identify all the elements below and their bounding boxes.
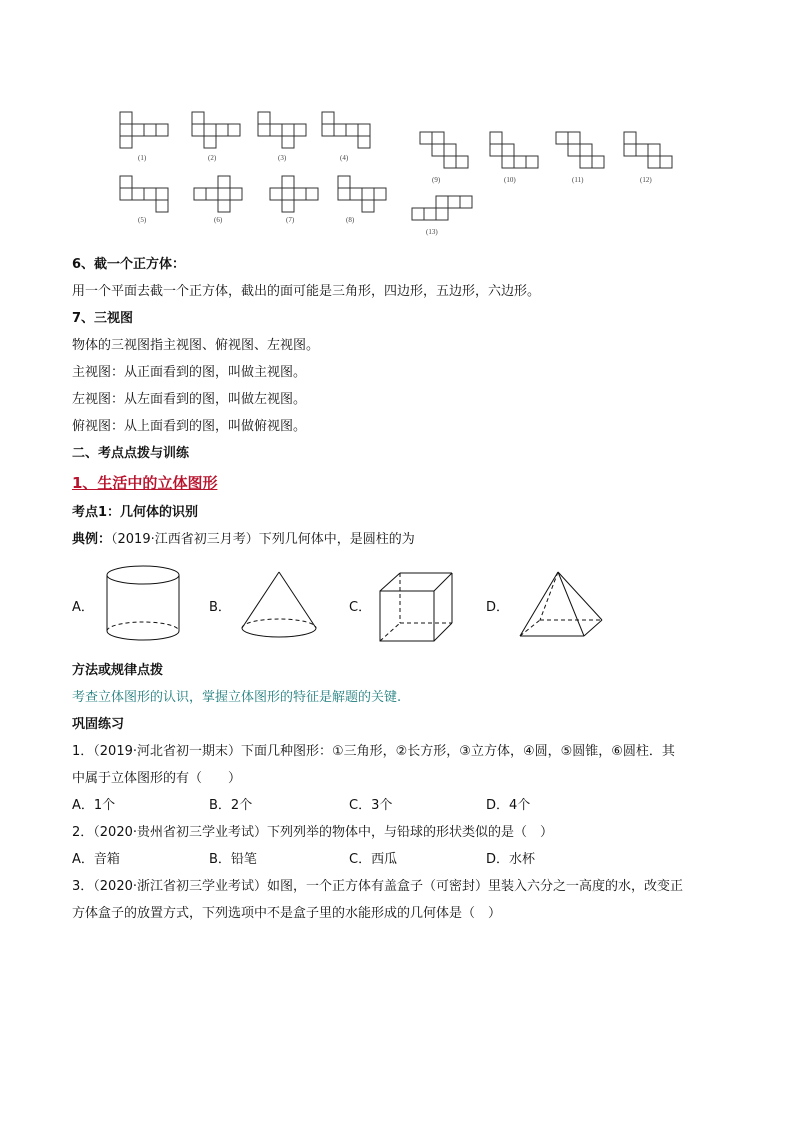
choice-b: B．2个 — [209, 798, 253, 813]
section-7-heading: 7、三视图 — [72, 311, 134, 326]
net-4 — [322, 112, 370, 148]
net-8 — [338, 176, 386, 212]
net-caption: (12) — [640, 176, 652, 184]
point-1-heading: 考点1：几何体的识别 — [72, 505, 199, 520]
net-caption: (8) — [346, 216, 355, 224]
net-7 — [270, 176, 318, 212]
cube-shape — [376, 571, 456, 643]
method-text: 考查立体图形的认识，掌握立体图形的特征是解题的关键. — [72, 690, 402, 705]
cube-nets-figure — [110, 102, 690, 250]
question-1-line-2: 中属于立体图形的有（ ） — [72, 771, 242, 786]
choice-b: B．铅笔 — [209, 852, 257, 867]
section-7-line: 俯视图：从上面看到的图，叫做俯视图。 — [72, 419, 307, 434]
net-9 — [420, 132, 468, 168]
choice-a: A．1个 — [72, 798, 116, 813]
net-caption: (13) — [426, 228, 438, 236]
choice-c: C．西瓜 — [349, 852, 398, 867]
net-13 — [412, 196, 472, 220]
section-7-line: 物体的三视图指主视图、俯视图、左视图。 — [72, 338, 320, 353]
question-3-line-2: 方体盒子的放置方式，下列选项中不是盒子里的水能形成的几何体是（ ） — [72, 906, 502, 921]
section-subtitle: 1、生活中的立体图形 — [72, 474, 218, 492]
example-label: 典例： — [72, 532, 112, 547]
example-line — [72, 531, 415, 549]
choice-a: A．音箱 — [72, 852, 120, 867]
practice-heading: 巩固练习 — [72, 717, 125, 732]
choice-d: D．4个 — [486, 798, 531, 813]
net-10 — [490, 132, 538, 168]
net-caption: (4) — [340, 154, 349, 162]
net-12 — [624, 132, 672, 168]
option-d-label: D． — [486, 600, 510, 615]
question-3-line-1: 3．（2020·浙江省初三学业考试）如图，一个正方体有盖盒子（可密封）里装入六分之一高度的水，改变正 — [72, 879, 683, 894]
section-6-heading: 6、截一个正方体： — [72, 257, 186, 272]
option-c-label: C． — [349, 600, 372, 615]
net-6 — [194, 176, 242, 212]
net-caption: (10) — [504, 176, 516, 184]
net-caption: (3) — [278, 154, 287, 162]
net-caption: (2) — [208, 154, 217, 162]
net-2 — [192, 112, 240, 148]
question-2-line: 2．（2020·贵州省初三学业考试）下列列举的物体中，与铅球的形状类似的是（ ） — [72, 825, 553, 840]
net-11 — [556, 132, 604, 168]
net-3 — [258, 112, 306, 148]
net-caption: (7) — [286, 216, 295, 224]
net-caption: (5) — [138, 216, 147, 224]
net-5 — [120, 176, 168, 212]
net-1 — [120, 112, 168, 148]
choice-c: C．3个 — [349, 798, 393, 813]
net-caption: (6) — [214, 216, 223, 224]
section-7-line: 左视图：从左面看到的图，叫做左视图。 — [72, 392, 307, 407]
example-text: （2019·江西省初三月考）下列几何体中，是圆柱的为 — [111, 532, 415, 547]
choice-d: D．水杯 — [486, 852, 536, 867]
question-1-line-1: 1．（2019·河北省初一期末）下面几种图形：①三角形，②长方形，③立方体，④圆，⑤圆锥，⑥圆柱．其 — [72, 744, 675, 759]
option-a-label: A． — [72, 600, 94, 615]
cylinder-shape — [102, 564, 184, 644]
cone-shape — [238, 570, 320, 642]
pyramid-shape — [516, 568, 606, 640]
net-caption: (9) — [432, 176, 441, 184]
part-2-heading: 二、考点点拨与训练 — [72, 446, 190, 461]
net-caption: (1) — [138, 154, 147, 162]
section-7-line: 主视图：从正面看到的图，叫做主视图。 — [72, 365, 307, 380]
net-caption: (11) — [572, 176, 584, 184]
option-b-label: B． — [209, 600, 231, 615]
method-heading: 方法或规律点拨 — [72, 663, 164, 678]
section-6-text: 用一个平面去截一个正方体，截出的面可能是三角形，四边形，五边形，六边形。 — [72, 284, 541, 299]
